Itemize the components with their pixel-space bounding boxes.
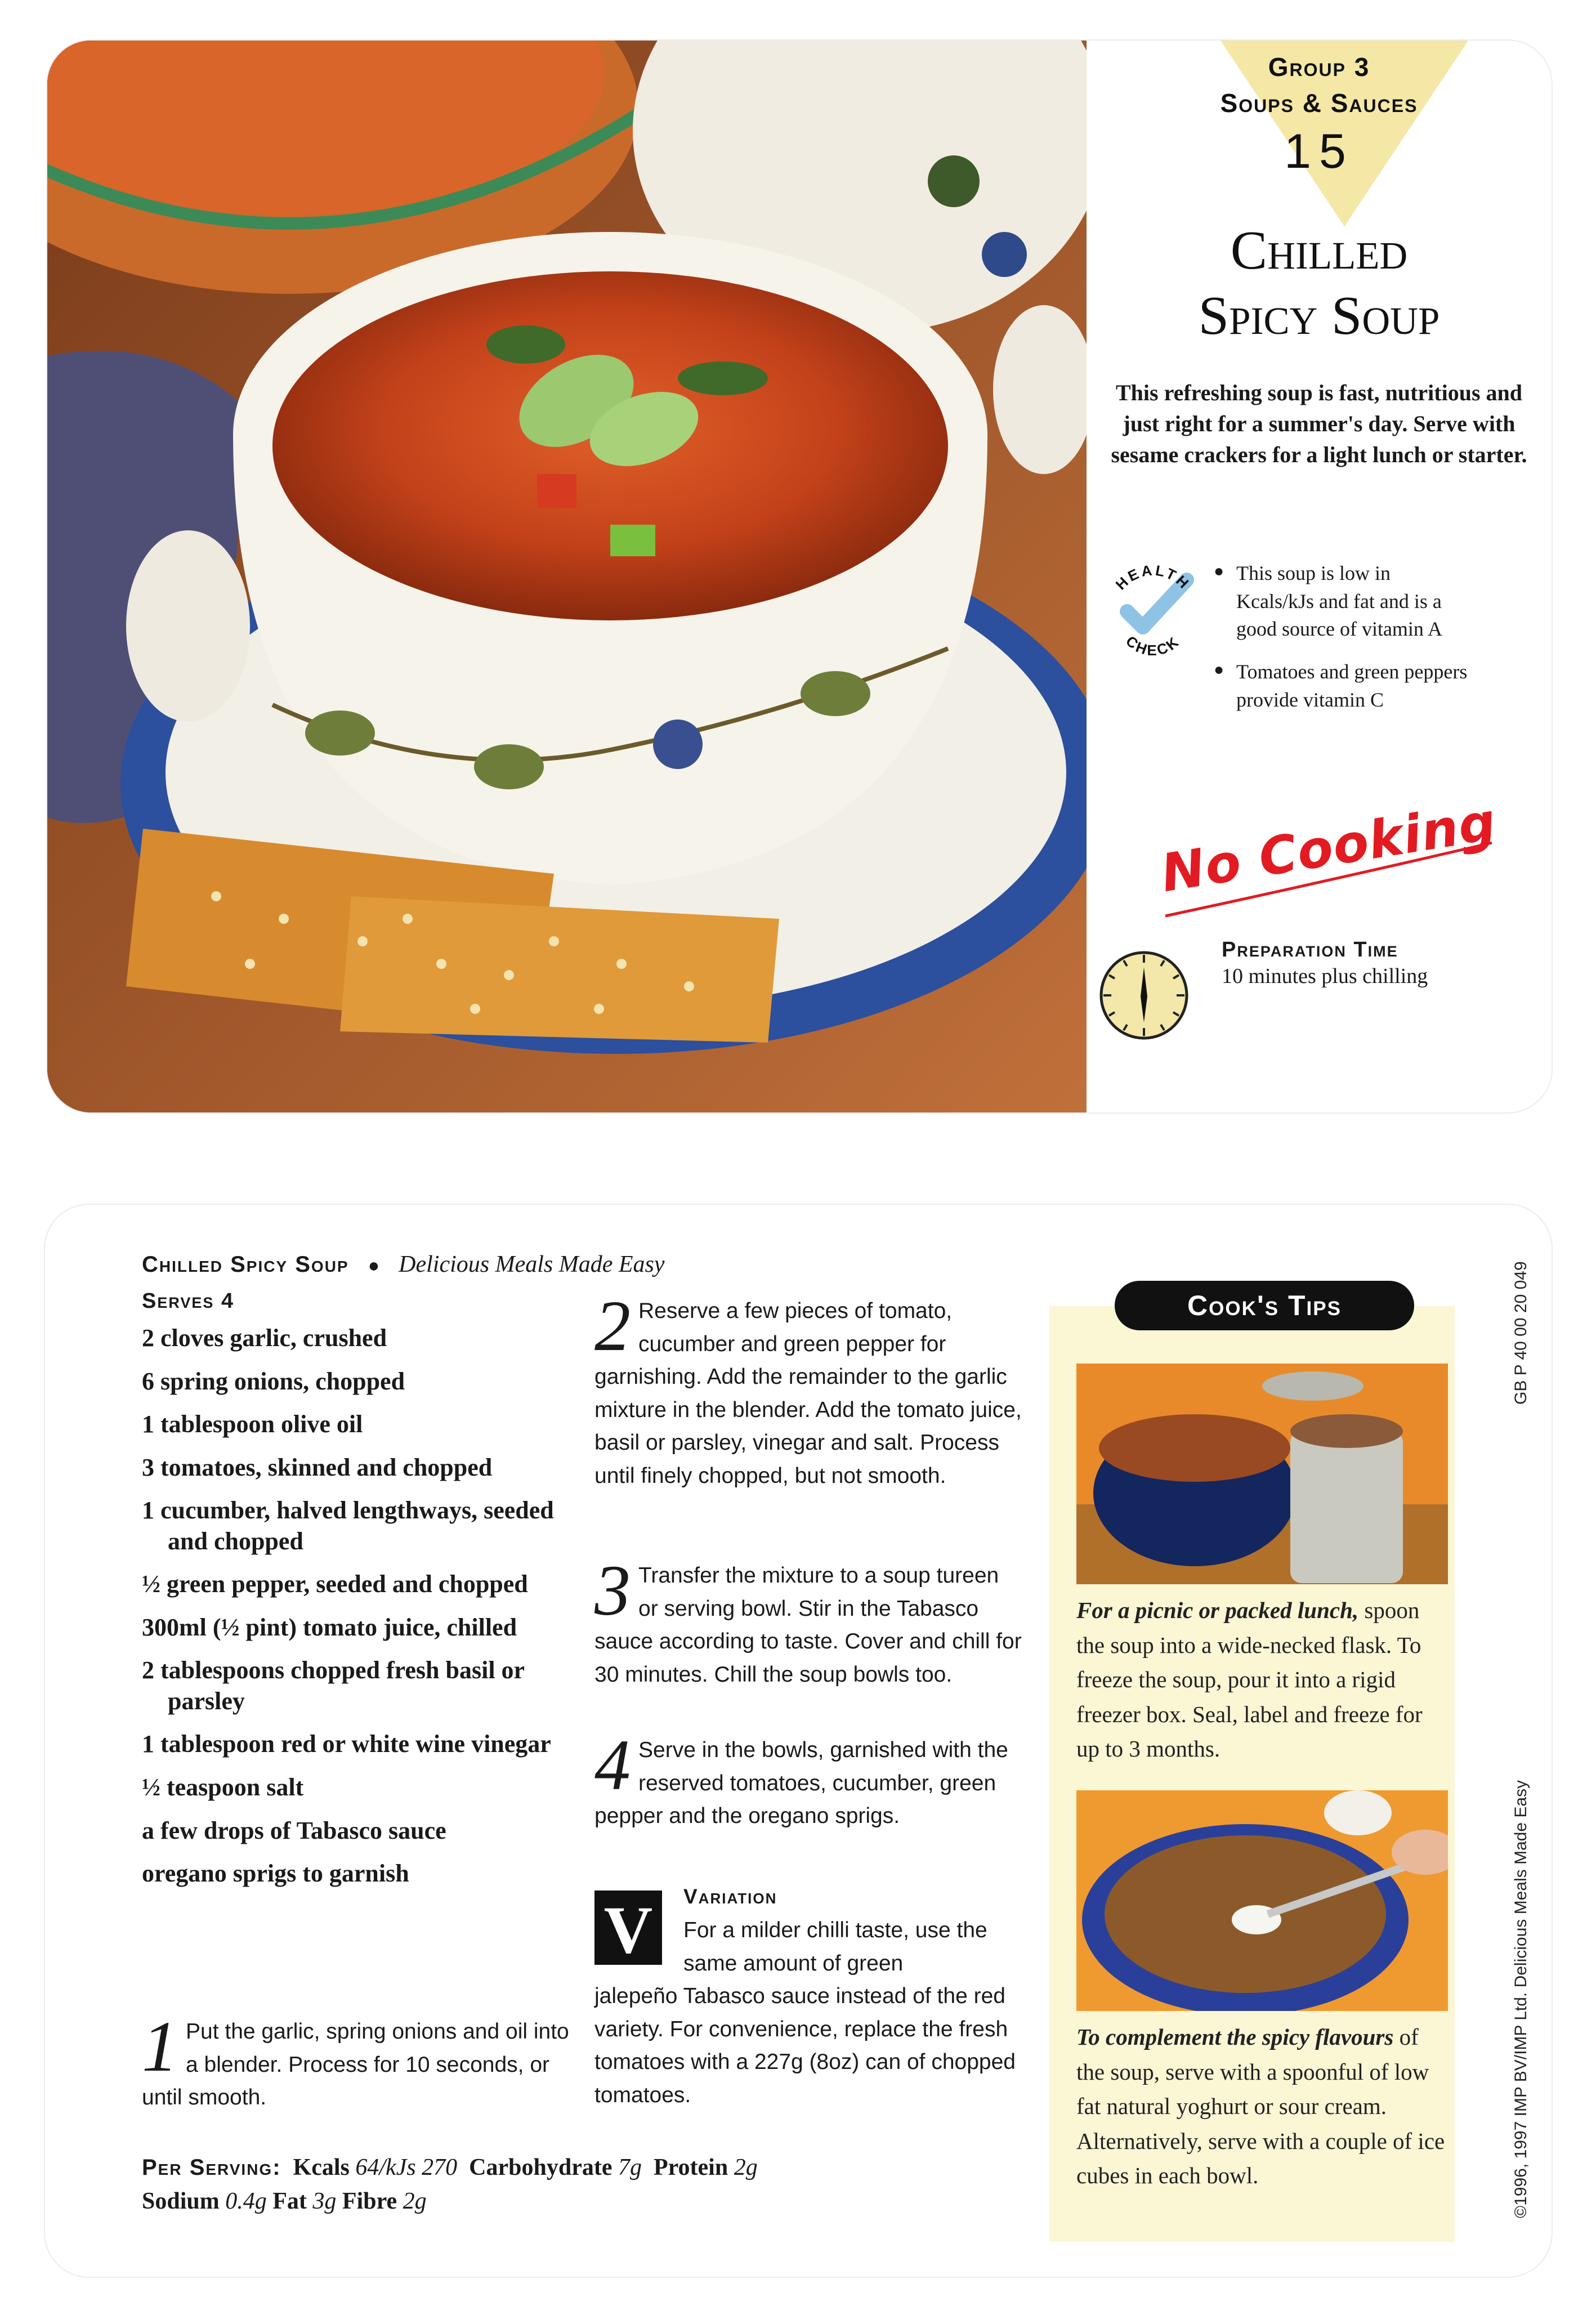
product-code: GB P 40 00 20 049 bbox=[1512, 1261, 1530, 1405]
protein-value: 2g bbox=[734, 2155, 758, 2180]
ingredient-item: 300ml (½ pint) tomato juice, chilled bbox=[142, 1613, 517, 1641]
recipe-card-front bbox=[47, 41, 1552, 1112]
kcals-value: 64/kJs bbox=[355, 2155, 416, 2180]
svg-text:CHECK bbox=[1123, 632, 1183, 659]
clock-icon bbox=[1098, 949, 1190, 1042]
front-info-panel bbox=[1087, 41, 1552, 1112]
ingredient-item: 3 tomatoes, skinned and chopped bbox=[142, 1453, 493, 1481]
step-number: 1 bbox=[142, 2006, 178, 2086]
step-number: 4 bbox=[594, 1725, 631, 1805]
sodium-label: Sodium bbox=[142, 2188, 220, 2215]
prep-time-label: Preparation Time bbox=[1222, 938, 1398, 962]
recipe-title-line2: Spicy Soup bbox=[1198, 285, 1440, 346]
fat-value: 3g bbox=[312, 2188, 337, 2215]
carbohydrate-label: Carbohydrate bbox=[469, 2155, 613, 2180]
health-badge-bottom: CHECK bbox=[1123, 632, 1183, 659]
cooks-tips-heading: Cook's Tips bbox=[1115, 1281, 1414, 1330]
nutrition-info bbox=[142, 2151, 1043, 2219]
soup-photo bbox=[47, 41, 1087, 1112]
recipe-title-line1: Chilled bbox=[1230, 220, 1408, 281]
ingredient-item: 1 cucumber, halved lengthways, seeded and chopped bbox=[142, 1496, 554, 1555]
tip-2-text: of the soup, serve with a spoonful of low fat natural yoghurt or sour cream. Alternatively, serve with a couple of ice cubes in each bowl. bbox=[1076, 2024, 1445, 2188]
tip-2-lead: To complement the spicy flavours bbox=[1076, 2024, 1394, 2050]
variation-text-first: For a milder chilli taste, use the same amount of green bbox=[683, 1918, 987, 1976]
fibre-value: 2g bbox=[403, 2188, 427, 2215]
health-point: ● This soup is low in Kcals/kJs and fat and is a good source of vitamin A bbox=[1214, 560, 1473, 643]
tip-2 bbox=[1076, 2020, 1448, 2193]
card-number: 15 bbox=[1284, 124, 1354, 178]
ingredient-item: 2 cloves garlic, crushed bbox=[142, 1324, 387, 1352]
kjs-value: 270 bbox=[422, 2155, 458, 2180]
ingredient-item: 1 tablespoon red or white wine vinegar bbox=[142, 1730, 551, 1758]
protein-label: Protein bbox=[654, 2155, 728, 2180]
ingredient-item: a few drops of Tabasco sauce bbox=[142, 1816, 446, 1844]
ingredient-item: 2 tablespoons chopped fresh basil or parsley bbox=[142, 1656, 525, 1715]
step-text: Serve in the bowls, garnished with the reserved tomatoes, cucumber, green pepper and the oregano sprigs. bbox=[594, 1738, 1008, 1828]
health-point: ● Tomatoes and green peppers provide vitamin C bbox=[1214, 658, 1473, 714]
category-label: Soups & Sauces bbox=[1220, 88, 1418, 118]
ingredient-item: 6 spring onions, chopped bbox=[142, 1367, 405, 1395]
soup-photo-illustration bbox=[47, 41, 1087, 1112]
group-label: Group 3 bbox=[1268, 52, 1370, 82]
recipe-intro: This refreshing soup is fast, nutritious and just right for a summer's day. Serve with sesame crackers for a light lunch or starter. bbox=[1111, 380, 1527, 468]
prep-time-value: 10 minutes plus chilling bbox=[1222, 964, 1428, 988]
sodium-value: 0.4g bbox=[225, 2188, 267, 2215]
tip-photo-yoghurt bbox=[1076, 1790, 1448, 2011]
method-step bbox=[594, 1550, 1022, 1691]
health-badge-top: HEALTH bbox=[1112, 561, 1194, 593]
variation-text bbox=[594, 1914, 1022, 2112]
method-step bbox=[594, 1286, 1022, 1492]
recipe-card-back bbox=[45, 1205, 1552, 2277]
tip-1 bbox=[1076, 1593, 1448, 1767]
kcals-label: Kcals bbox=[293, 2155, 350, 2180]
variation-heading: Variation bbox=[683, 1885, 777, 1908]
fat-label: Fat bbox=[272, 2188, 307, 2215]
copyright-note: ©1996, 1997 IMP BV/IMP Ltd. Delicious Meals Made Easy bbox=[1512, 1780, 1530, 2218]
ingredient-item: ½ green pepper, seeded and chopped bbox=[142, 1570, 528, 1598]
step-text: Transfer the mixture to a soup tureen or serving bowl. Stir in the Tabasco sauce according to taste. Cover and chill for 30 minutes. Chill the soup bowls too. bbox=[594, 1563, 1022, 1687]
method-step bbox=[142, 2006, 570, 2115]
header-bullet: ● bbox=[368, 1255, 380, 1276]
flask-photo-illustration bbox=[1076, 1364, 1448, 1584]
step-text: Reserve a few pieces of tomato, cucumber and green pepper for garnishing. Add the remainder to the garlic mixture in the blender. Add the tomato juice, basil or parsley, vinegar and salt. Process until finely chopped, but not smooth. bbox=[594, 1299, 1022, 1488]
ingredient-item: 1 tablespoon olive oil bbox=[142, 1410, 363, 1438]
per-serving-label: Per Serving: bbox=[142, 2155, 281, 2180]
back-header bbox=[142, 1251, 665, 1278]
tip-photo-flask bbox=[1076, 1364, 1448, 1584]
variation-text-rest: jalepeño Tabasco sauce instead of the red variety. For convenience, replace the fresh tomatoes with a 227g (8oz) can of chopped tomatoes. bbox=[594, 1984, 1016, 2107]
method-step bbox=[594, 1725, 1022, 1833]
ingredient-item: ½ teaspoon salt bbox=[142, 1773, 304, 1802]
serves-label: Serves 4 bbox=[142, 1289, 235, 1313]
step-text: Put the garlic, spring onions and oil into a blender. Process for 10 seconds, or until smooth. bbox=[142, 2019, 569, 2110]
step-number: 3 bbox=[594, 1550, 631, 1630]
series-name: Delicious Meals Made Easy bbox=[399, 1252, 665, 1277]
no-cooking-swoosh bbox=[1154, 826, 1497, 922]
back-recipe-title: Chilled Spicy Soup bbox=[142, 1252, 349, 1277]
step-number: 2 bbox=[594, 1286, 631, 1366]
svg-text:HEALTH bbox=[1112, 561, 1194, 593]
ingredient-list bbox=[142, 1323, 570, 1902]
ingredient-item: oregano sprigs to garnish bbox=[142, 1860, 409, 1888]
no-cooking-label: No Cooking bbox=[1157, 791, 1500, 904]
health-check-icon bbox=[1102, 557, 1204, 659]
health-check-list bbox=[1214, 560, 1473, 729]
tip-1-text: spoon the soup into a wide-necked flask. To freeze the soup, pour it into a rigid freezer box. Seal, label and freeze for up to 3 months. bbox=[1076, 1597, 1423, 1762]
yoghurt-photo-illustration bbox=[1076, 1790, 1448, 2011]
fibre-label: Fibre bbox=[342, 2188, 397, 2215]
variation-icon-letter: V bbox=[603, 1892, 653, 1965]
tip-1-lead: For a picnic or packed lunch, bbox=[1076, 1597, 1359, 1623]
carbohydrate-value: 7g bbox=[618, 2155, 642, 2180]
